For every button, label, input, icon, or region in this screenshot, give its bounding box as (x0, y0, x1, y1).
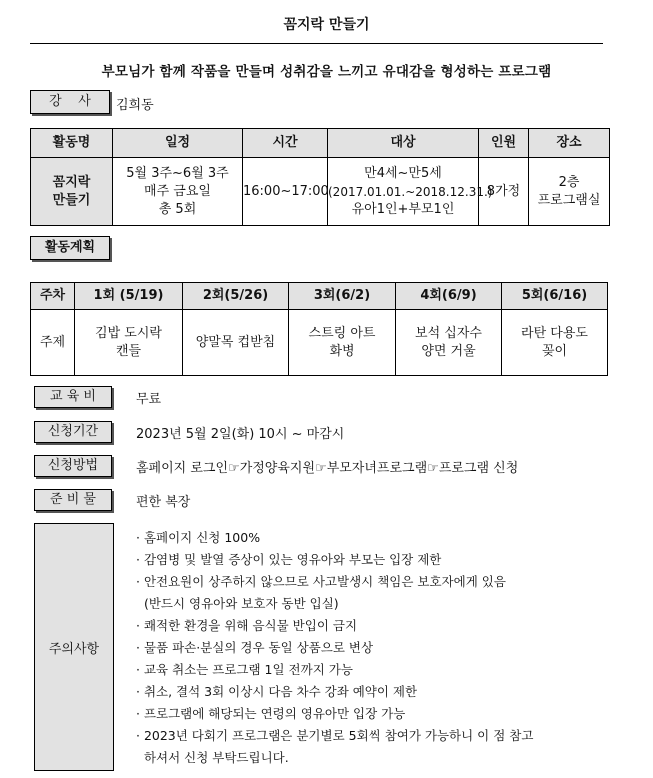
note-item: 하셔서 신청 부탁드립니다. (136, 750, 289, 765)
method-label: 신청방법 (34, 455, 112, 477)
schedule-cell (113, 158, 243, 226)
notes-label: 주의사항 (35, 524, 113, 770)
col-header-time: 시간 (243, 129, 328, 158)
info-table (30, 128, 610, 226)
note-item: · 물품 파손·분실의 경우 동일 상품으로 변상 (136, 640, 374, 655)
schedule-line2: 매주 금요일 (144, 183, 211, 199)
activity-name-cell (31, 158, 113, 226)
plan-header-session-4: 4회(6/9) (396, 283, 502, 310)
method-value: 홈페이지 로그인☞가정양육지원☞부모자녀프로그램☞프로그램 신청 (136, 461, 519, 476)
note-item: · 감염병 및 발열 증상이 있는 영유아와 부모는 입장 제한 (136, 552, 442, 567)
note-item: (반드시 영유아와 보호자 동반 입실) (136, 596, 339, 611)
target-line2: (2017.01.01.~2018.12.31.) (328, 184, 493, 199)
place-line2: 프로그램실 (537, 192, 601, 208)
title-divider (30, 43, 603, 44)
note-item: · 홈페이지 신청 100% (136, 530, 261, 545)
notes-box (34, 523, 114, 771)
plan-header-session-2: 2회(5/26) (183, 283, 289, 310)
topic-session-3 (289, 310, 396, 376)
period-label: 신청기간 (34, 421, 112, 443)
note-item: · 프로그램에 해당되는 연령의 영유아만 입장 가능 (136, 706, 406, 721)
notes-list (136, 527, 533, 769)
col-header-schedule: 일정 (113, 129, 243, 158)
note-item: · 교육 취소는 프로그램 1일 전까지 가능 (136, 662, 353, 677)
topic-session-5 (502, 310, 608, 376)
plan-header-session-1: 1회 (5/19) (75, 283, 183, 310)
topic-line1: 라탄 다용도 (521, 325, 588, 341)
topic-line2: 꽂이 (541, 343, 568, 359)
target-line3: 유아1인+부모1인 (351, 201, 455, 217)
place-line1: 2층 (558, 174, 580, 190)
topic-line1: 양말목 컵받침 (195, 334, 276, 350)
period-value: 2023년 5월 2일(화) 10시 ~ 마감시 (136, 427, 345, 442)
col-header-target: 대상 (328, 129, 479, 158)
schedule-line3: 총 5회 (158, 201, 197, 217)
topic-session-4 (396, 310, 502, 376)
note-item: · 2023년 다회기 프로그램은 분기별로 5회씩 참여가 가능하니 이 점 참고 (136, 728, 534, 743)
target-line1: 만4세~만5세 (364, 165, 442, 181)
place-cell (529, 158, 610, 226)
supplies-label: 준 비 물 (34, 489, 112, 511)
instructor-label: 강 사 (30, 90, 110, 114)
activity-name-line1: 꼼지락 (52, 174, 91, 190)
plan-header-session-5: 5회(6/16) (502, 283, 608, 310)
count-cell: 8가정 (479, 158, 529, 226)
plan-header-week: 주차 (31, 283, 75, 310)
plan-header-session-3: 3회(6/2) (289, 283, 396, 310)
activity-name-line2: 만들기 (52, 192, 91, 208)
plan-table (30, 282, 608, 376)
plan-row-label: 주제 (31, 310, 75, 376)
topic-line2: 화병 (329, 343, 355, 359)
col-header-activity: 활동명 (31, 129, 113, 158)
topic-line1: 보석 십자수 (415, 325, 482, 341)
note-item: · 취소, 결석 3회 이상시 다음 차수 강좌 예약이 제한 (136, 684, 418, 699)
topic-line1: 김밥 도시락 (95, 325, 162, 341)
supplies-value: 편한 복장 (136, 495, 191, 510)
fee-value: 무료 (136, 392, 162, 407)
schedule-line1: 5월 3주~6월 3주 (126, 165, 229, 181)
topic-session-2 (183, 310, 289, 376)
page-title: 꼼지락 만들기 (283, 17, 370, 33)
col-header-count: 인원 (479, 129, 529, 158)
instructor-name: 김희동 (116, 98, 154, 113)
time-cell: 16:00~17:00 (243, 158, 328, 226)
program-subtitle: 부모님가 함께 작품을 만들며 성취감을 느끼고 유대감을 형성하는 프로그램 (101, 64, 552, 80)
topic-line1: 스트링 아트 (308, 325, 376, 341)
note-item: · 쾌적한 환경을 위해 음식물 반입이 금지 (136, 618, 358, 633)
note-item: · 안전요원이 상주하지 않으므로 사고발생시 책임은 보호자에게 있음 (136, 574, 506, 589)
target-cell (328, 158, 493, 226)
topic-line2: 캔들 (115, 343, 142, 359)
col-header-place: 장소 (529, 129, 610, 158)
topic-session-1 (75, 310, 183, 376)
fee-label: 교 육 비 (34, 386, 112, 408)
topic-line2: 양면 거울 (421, 343, 476, 359)
activity-plan-label: 활동계획 (30, 236, 110, 260)
